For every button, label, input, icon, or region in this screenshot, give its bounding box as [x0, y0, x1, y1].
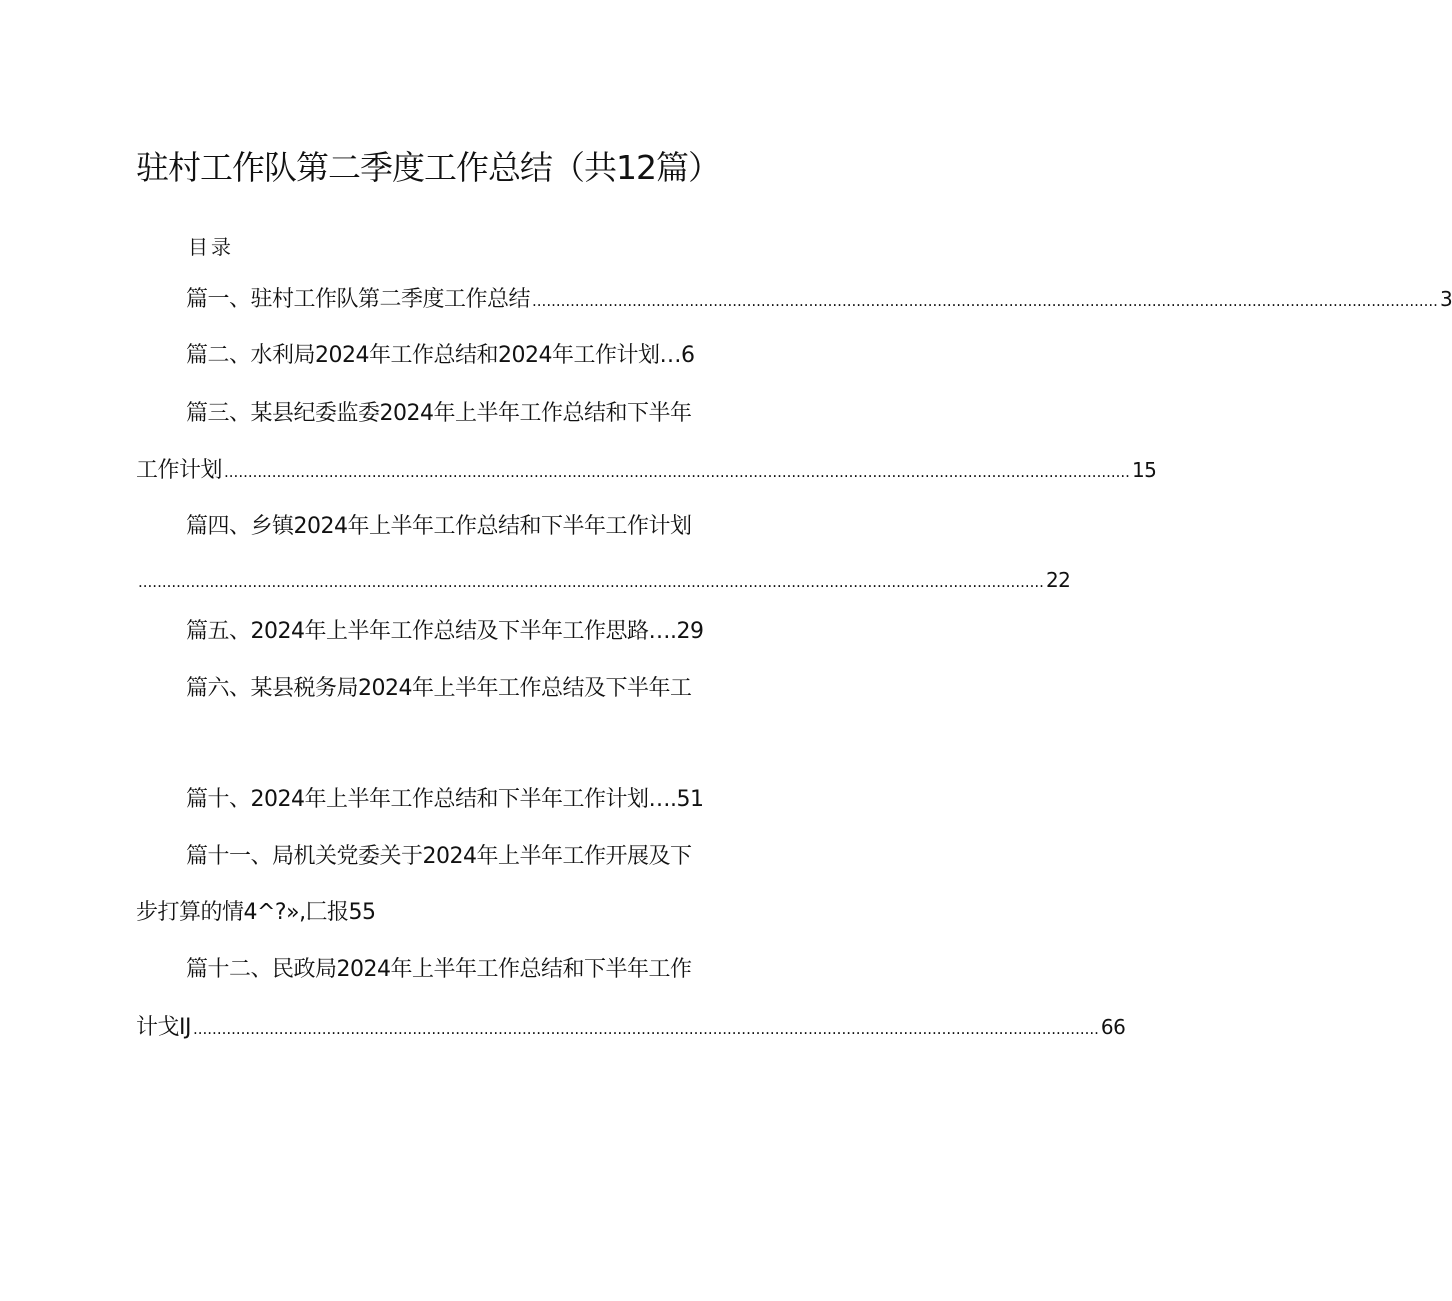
toc-entry: 篇四、乡镇2024年上半年工作总结和下半年工作计划 — [186, 514, 692, 539]
toc-leader-dots: .............................................................................................................................................................................................. — [224, 463, 1130, 481]
toc-entry: 篇十、2024年上半年工作总结和下半年工作计划….51 — [186, 787, 704, 812]
toc-entry — [136, 454, 1157, 488]
toc-entry-text: 计戈IJ — [136, 1015, 191, 1040]
toc-entry: 步打算的情4^?»,匚报55 — [136, 900, 376, 925]
toc-entry-page: 66 — [1100, 1015, 1126, 1039]
toc-entry-page: 3 — [1439, 287, 1452, 311]
toc-entry: 篇十一、局机关党委关于2024年上半年工作开展及下 — [186, 844, 692, 869]
toc-entry — [186, 283, 1452, 317]
toc-leader-dots: .............................................................................................................................................................................................. — [138, 573, 1044, 591]
toc-leader-dots: .............................................................................................................................................................................................. — [532, 292, 1438, 310]
toc-entry: 篇三、某县纪委监委2024年上半年工作总结和下半年 — [186, 401, 692, 426]
toc-entry — [136, 1011, 1126, 1045]
toc-entry: 篇二、水利局2024年工作总结和2024年工作计划…6 — [186, 343, 695, 368]
toc-entry-page: 22 — [1045, 568, 1071, 592]
document-title: 驻村工作队第二季度工作总结（共12篇） — [136, 148, 720, 187]
toc-heading: 目录 — [188, 235, 234, 259]
toc-entry: 篇五、2024年上半年工作总结及下半年工作思路….29 — [186, 619, 704, 644]
toc-leader-dots: .............................................................................................................................................................................................. — [192, 1020, 1099, 1038]
toc-entry — [136, 564, 1071, 598]
toc-entry-page: 15 — [1131, 458, 1157, 482]
toc-entry: 篇十二、民政局2024年上半年工作总结和下半年工作 — [186, 957, 692, 982]
toc-entry-text: 篇一、驻村工作队第二季度工作总结 — [186, 287, 531, 312]
toc-entry-text: 工作计划 — [136, 458, 223, 483]
toc-entry: 篇六、某县税务局2024年上半年工作总结及下半年工 — [186, 676, 692, 701]
